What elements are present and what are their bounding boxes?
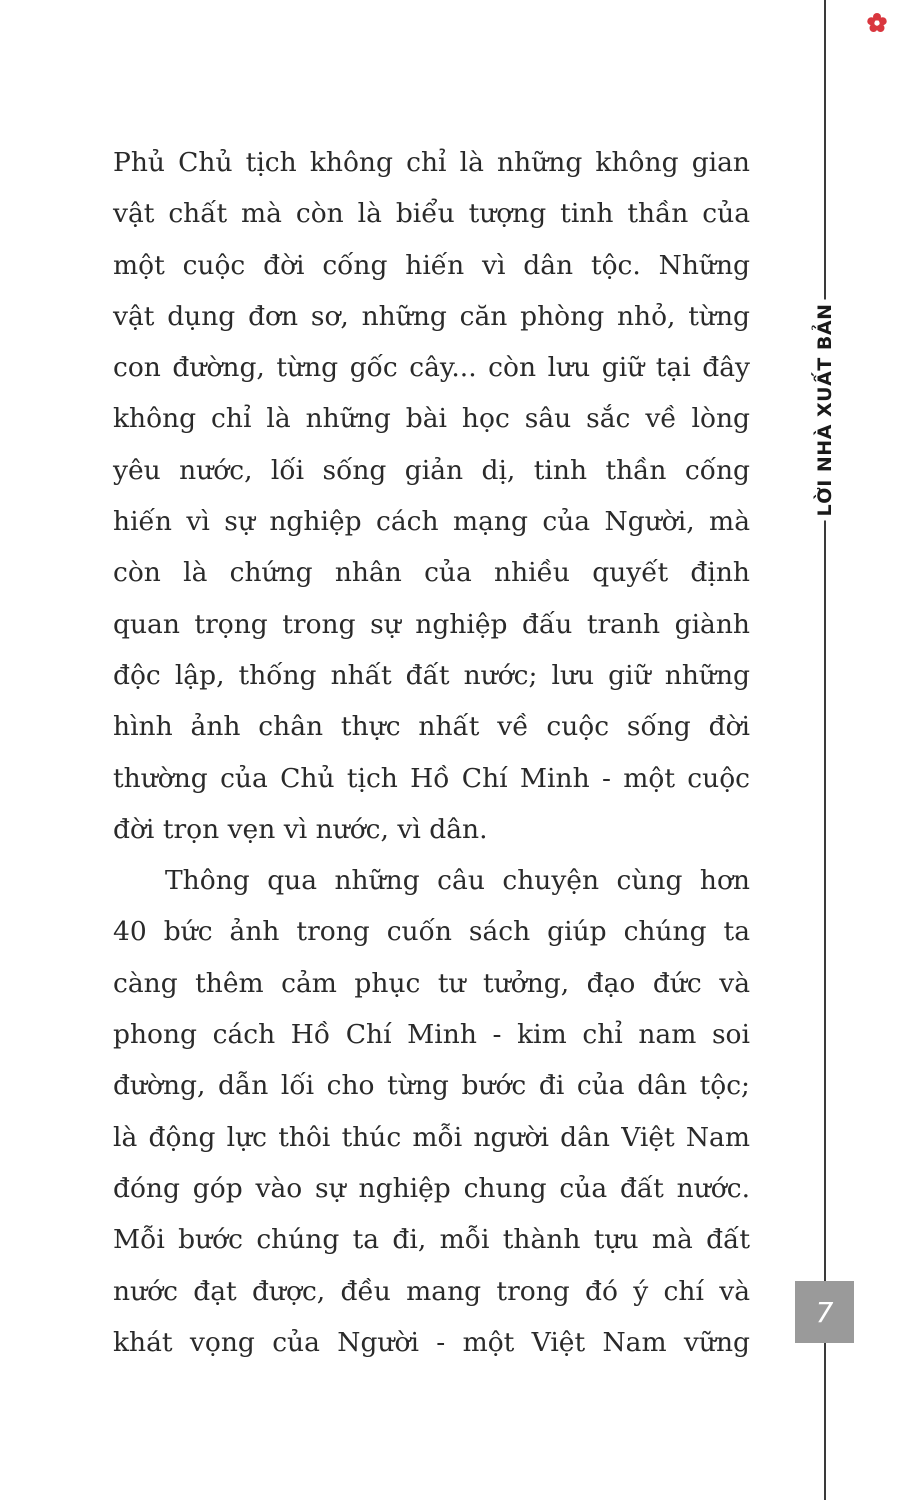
text-line: vật dụng đơn sơ, những căn phòng nhỏ, từng <box>113 300 750 332</box>
text-line: 40 bức ảnh trong cuốn sách giúp chúng ta <box>113 916 750 948</box>
text-line: đường, dẫn lối cho từng bước đi của dân tộc; <box>113 1070 750 1102</box>
text-line: quan trọng trong sự nghiệp đấu tranh giành <box>113 608 750 640</box>
text-line: độc lập, thống nhất đất nước; lưu giữ những <box>113 659 750 691</box>
page-number: 7 <box>795 1281 854 1343</box>
side-rule-bottom <box>824 515 826 1500</box>
text-line: càng thêm cảm phục tư tưởng, đạo đức và <box>113 967 750 999</box>
text-line: còn là chứng nhân của nhiều quyết định <box>113 557 750 589</box>
flower-icon <box>866 12 888 34</box>
text-line: vật chất mà còn là biểu tượng tinh thần của <box>113 198 750 230</box>
text-line: Phủ Chủ tịch không chỉ là những không gian <box>113 147 750 178</box>
text-line: một cuộc đời cống hiến vì dân tộc. Những <box>113 249 750 281</box>
text-line: đóng góp vào sự nghiệp chung của đất nước. <box>113 1172 750 1204</box>
text-line: con đường, từng gốc cây... còn lưu giữ tại đây <box>113 352 750 384</box>
text-line: phong cách Hồ Chí Minh - kim chỉ nam soi <box>113 1019 750 1051</box>
text-line: đời trọn vẹn vì nước, vì dân. <box>113 813 488 845</box>
text-line: Mỗi bước chúng ta đi, mỗi thành tựu mà đất <box>113 1224 750 1256</box>
side-rule-top <box>824 0 826 318</box>
section-label: LỜI NHÀ XUẤT BẢN <box>814 300 836 521</box>
text-line: thường của Chủ tịch Hồ Chí Minh - một cuộc <box>113 762 750 794</box>
text-line: là động lực thôi thúc mỗi người dân Việt Nam <box>113 1121 750 1153</box>
text-line: hình ảnh chân thực nhất về cuộc sống đời <box>113 711 750 743</box>
body-text <box>113 137 750 1368</box>
text-line: khát vọng của Người - một Việt Nam vững <box>113 1326 750 1358</box>
paragraph-start-line: Thông qua những câu chuyện cùng hơn <box>165 865 750 897</box>
text-line: yêu nước, lối sống giản dị, tinh thần cống <box>113 454 750 486</box>
text-line: không chỉ là những bài học sâu sắc về lòng <box>113 403 750 435</box>
text-line: hiến vì sự nghiệp cách mạng của Người, mà <box>113 506 750 538</box>
text-line: nước đạt được, đều mang trong đó ý chí và <box>113 1275 750 1307</box>
